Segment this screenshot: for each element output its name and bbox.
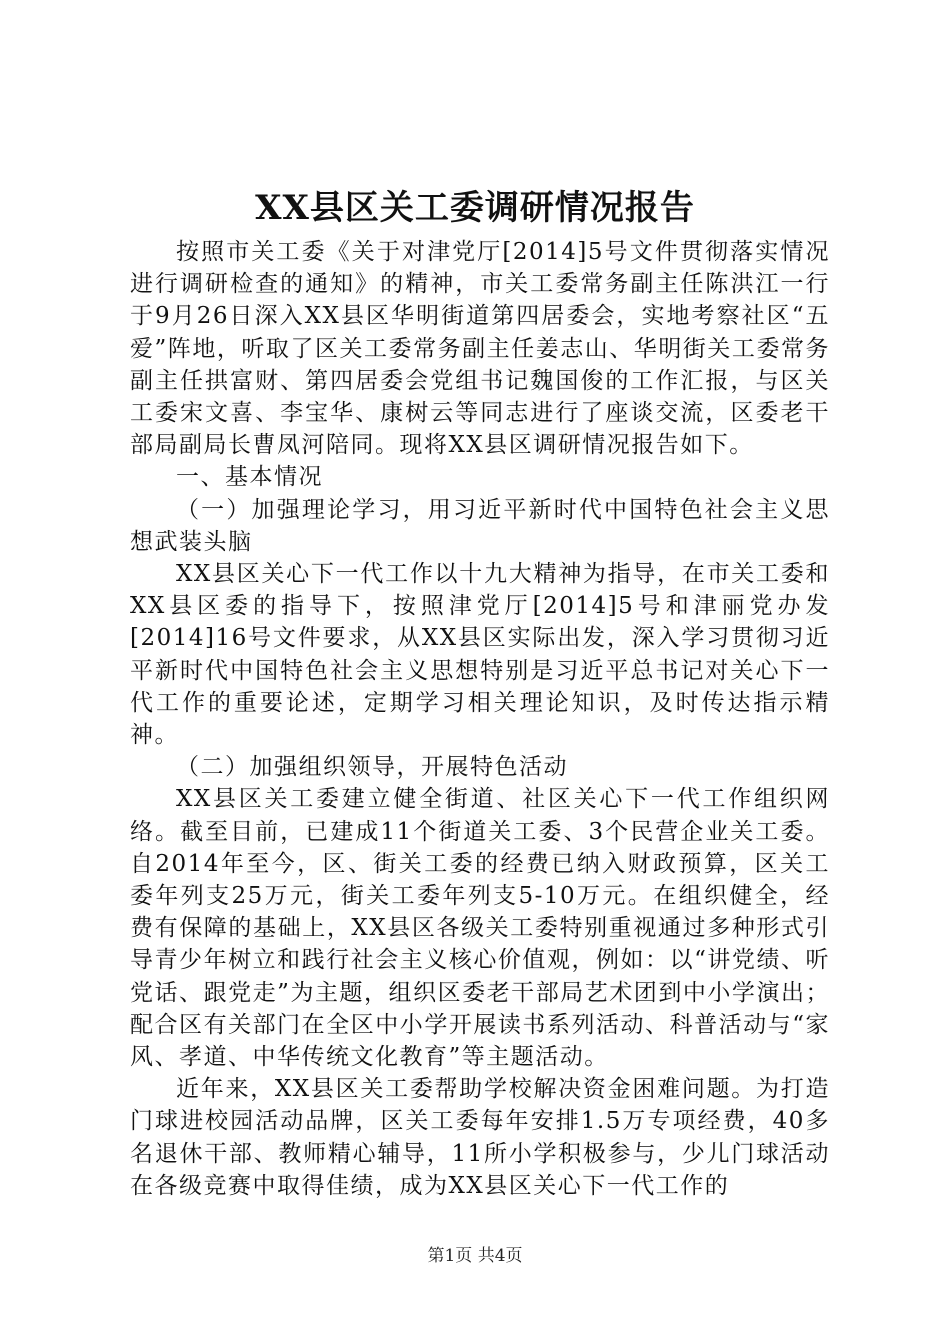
- paragraph-organization: XX县区关工委建立健全街道、社区关心下一代工作组织网络。截至目前，已建成11个街道关工委、3个民营企业关工委。自2014年至今，区、街关工委的经费已纳入财政预算，区关工委年列支25万元，街关工委年列支5-10万元。在组织健全，经费有保障的基础上，XX县区各级关工委特别重视通过多种形式引导青少年树立和践行社会主义核心价值观，例如：以“讲党绩、听党话、跟党走”为主题，组织区委老干部局艺术团到中小学演出；配合区有关部门在全区中小学开展读书系列活动、科普活动与“家风、孝道、中华传统文化教育”等主题活动。: [130, 786, 830, 1071]
- paragraph-recent-years: 近年来，XX县区关工委帮助学校解决资金困难问题。为打造门球进校园活动品牌，区关工委每年安排1.5万专项经费，40多名退休干部、教师精心辅导，11所小学积极参与，少儿门球活动在各级竞赛中取得佳绩，成为XX县区关心下一代工作的: [130, 1076, 830, 1199]
- page-number-footer: 第1页 共4页: [427, 1246, 523, 1266]
- paragraph-theory-study: XX县区关心下一代工作以十九大精神为指导，在市关工委和XX县区委的指导下，按照津党厅[2014]5号和津丽党办发[2014]16号文件要求，从XX县区实际出发，深入学习贯彻习近平新时代中国特色社会主义思想特别是习近平总书记对关心下一代工作的重要论述，定期学习相关理论知识，及时传达指示精神。: [130, 561, 830, 749]
- document-title: XX县区关工委调研情况报告: [255, 188, 695, 228]
- paragraph-intro: 按照市关工委《关于对津党厅[2014]5号文件贯彻落实情况进行调研检查的通知》的精神，市关工委常务副主任陈洪江一行于9月26日深入XX县区华明街道第四居委会，实地考察社区“五爱”阵地，听取了区关工委常务副主任姜志山、华明街关工委常务副主任拱富财、第四居委会党组书记魏国俊的工作汇报，与区关工委宋文喜、李宝华、康树云等同志进行了座谈交流，区委老干部局副局长曹凤河陪同。现将XX县区调研情况报告如下。: [130, 239, 830, 459]
- section-heading-basic: 一、基本情况: [176, 464, 323, 491]
- subsection-heading-1: （一）加强理论学习，用习近平新时代中国特色社会主义思想武装头脑: [130, 496, 830, 555]
- subsection-heading-2: （二）加强组织领导，开展特色活动: [176, 754, 568, 781]
- document-body: [130, 236, 830, 1202]
